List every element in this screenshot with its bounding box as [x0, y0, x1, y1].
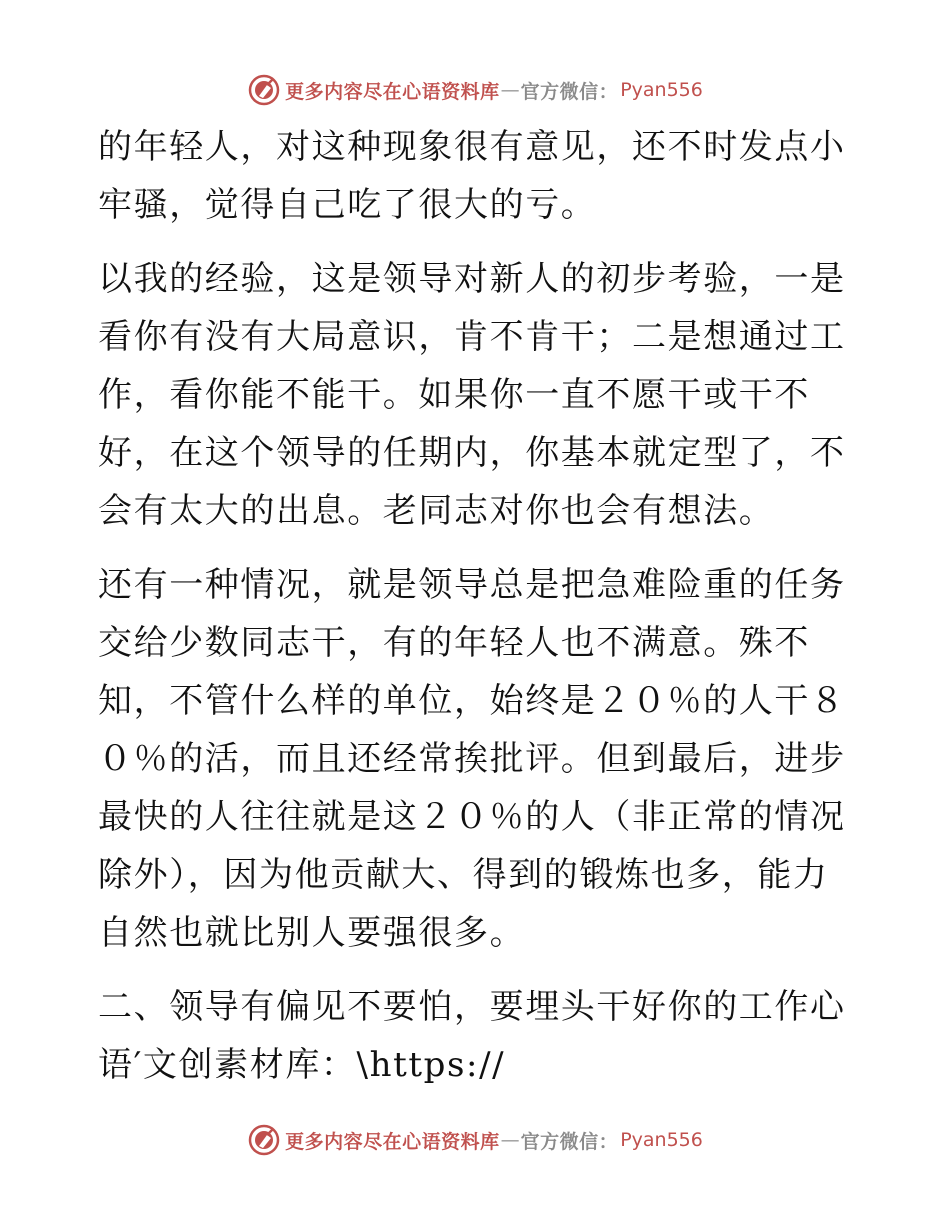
header-title: 更多内容尽在心语资料库	[285, 80, 500, 103]
header-dash: —	[500, 79, 520, 101]
pen-nib-logo-icon	[247, 1123, 281, 1157]
footer-watermark	[0, 1120, 950, 1160]
footer-wechat-id: Pyan556	[620, 1129, 703, 1151]
paragraph-2: 以我的经验，这是领导对新人的初步考验，一是看你有没有大局意识，肯不肯干；二是想通过工作，看你能不能干。如果你一直不愿干或干不好，在这个领导的任期内，你基本就定型了，不会有太大的出息。老同志对你也会有想法。	[98, 259, 846, 531]
paragraph-1: 的年轻人，对这种现象很有意见，还不时发点小牢骚，觉得自己吃了很大的亏。	[98, 127, 846, 225]
footer-dash: —	[500, 1129, 520, 1151]
header-watermark	[0, 70, 950, 110]
pen-nib-logo-icon	[247, 73, 281, 107]
footer-wechat-label: 官方微信：	[520, 1130, 619, 1153]
paragraph-4: 二、领导有偏见不要怕，要埋头干好你的工作心语′文创素材库：\https://	[98, 987, 846, 1085]
header-wechat-label: 官方微信：	[520, 80, 619, 103]
footer-title: 更多内容尽在心语资料库	[285, 1130, 500, 1153]
document-body	[98, 118, 858, 1110]
header-wechat-id: Pyan556	[620, 79, 703, 101]
paragraph-3: 还有一种情况，就是领导总是把急难险重的任务交给少数同志干，有的年轻人也不满意。殊不知，不管什么样的单位，始终是２０％的人干８０％的活，而且还经常挨批评。但到最后，进步最快的人往往就是这２０％的人（非正常的情况除外），因为他贡献大、得到的锻炼也多，能力自然也就比别人要强很多。	[98, 565, 846, 953]
